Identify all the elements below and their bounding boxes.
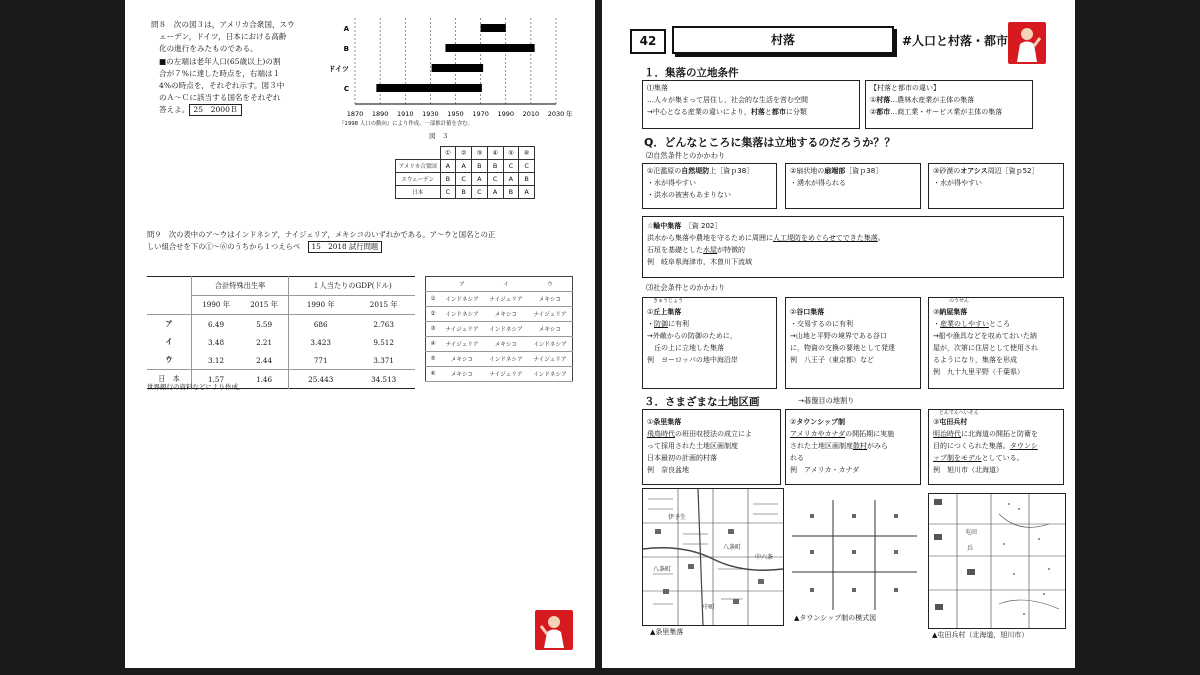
tick-label: 1950 xyxy=(447,110,464,118)
q8-line: のＡ～Ｃに該当する国名をそれぞれ xyxy=(159,93,281,103)
choice-head: ① xyxy=(440,147,456,160)
tonden-ruby: とんでんへいそん xyxy=(939,410,979,416)
option-row: ② インドネシア メキシコ ナイジェリア xyxy=(426,307,573,322)
tonden-box xyxy=(928,409,1064,485)
choice-row: アメリカ合衆国 A A B B C C xyxy=(396,160,535,173)
choice-head: ⑥ xyxy=(519,147,535,160)
fan-title: ②扇状地の扇端部［資ｐ38］ xyxy=(790,167,883,175)
q8-line: 4%の時点を，それぞれ示す。図３中 xyxy=(159,81,285,91)
barn-title: ③納屋集落 xyxy=(933,308,968,316)
choice-head: ⑤ xyxy=(503,147,519,160)
township-l1: アメリカやカナダの開拓期に実施 xyxy=(790,430,895,438)
data-table xyxy=(147,276,415,389)
section-1-heading: １．集落の立地条件 xyxy=(644,67,739,79)
barn-l2: →船や漁具などを収めておいた納 xyxy=(933,332,1037,340)
fan-box xyxy=(785,163,921,209)
village-city-title: 【村落と都市の違い】 xyxy=(870,84,940,92)
oasis-l1: ・水が得やすい xyxy=(933,179,982,187)
valley-title: ②谷口集落 xyxy=(790,308,825,316)
jori-caption: ▲条里集落 xyxy=(650,628,684,636)
hill-l1: ・防御に有利 xyxy=(647,320,689,328)
choice-row: スウェーデン B C A C A B xyxy=(396,173,535,186)
map-label: 中六条 xyxy=(755,554,774,561)
map-label: 八条町 xyxy=(653,566,672,573)
valley-l2: →山地と平野の境界である谷口 xyxy=(790,332,887,340)
table-row: ウ 3.12 2.44 771 3.371 xyxy=(147,351,415,370)
jori-box xyxy=(642,409,781,485)
bar xyxy=(376,84,482,92)
choice-head: ② xyxy=(456,147,472,160)
oasis-title: ③砂漠のオアシス周辺［資ｐ52］ xyxy=(933,167,1039,175)
wajuu-l2: 石垣を基礎とした水屋が特徴的 xyxy=(647,246,745,254)
map-label: 伊予生 xyxy=(668,514,687,521)
topic-tag: #人口と村落・都市 xyxy=(902,34,1009,48)
table-row: イ 3.48 2.21 3.423 9.512 xyxy=(147,333,415,351)
jori-l3: 日本最初の計画的村落 xyxy=(647,454,717,462)
option-table xyxy=(425,276,573,382)
page-title: 村落 xyxy=(672,26,894,54)
tick-label: 1970 xyxy=(472,110,489,118)
tick-label: 1870 xyxy=(346,110,364,118)
option-row: ⑤ メキシコ インドネシア ナイジェリア xyxy=(426,352,573,367)
option-row: ⑥ メキシコ ナイジェリア インドネシア xyxy=(426,367,573,382)
hill-ruby: きゅうじょう xyxy=(653,298,684,304)
wajuu-title: ☆輪中集落 ［資 202］ xyxy=(647,222,722,230)
map-label: 八条町 xyxy=(723,544,742,551)
q8-line: ■の左端は老年人口(65歳以上)の割 xyxy=(159,56,281,66)
q9-text xyxy=(147,229,587,253)
q8-line: ェーデン，ドイツ，日本における高齢 xyxy=(159,32,287,42)
natural-heading: ⑵自然条件とのかかわり xyxy=(646,151,726,160)
q9-line2: しい組合せを下の①～⑥のうちから１つえらべ xyxy=(147,242,301,252)
opt-head: ア xyxy=(440,277,484,292)
brand-logo xyxy=(1008,22,1046,64)
village-city-box xyxy=(865,80,1033,129)
barn-l4: るようになり，集落を形成 xyxy=(933,356,1017,364)
wajuu-example: 例 岐阜県海津市，木曽川下流域 xyxy=(647,258,752,266)
oasis-box xyxy=(928,163,1064,209)
levee-title: ①氾濫原の自然堤防上［資ｐ38］ xyxy=(647,167,754,175)
village-line: ①村落…農林水産業が主体の集落 xyxy=(870,96,975,104)
q8-line: 問８ 次の図３は，アメリカ合衆国，スウ xyxy=(151,20,295,29)
levee-l1: ・水が得やすい xyxy=(647,179,696,187)
valley-l1: ・交易するのに有利 xyxy=(790,320,853,328)
q8-text xyxy=(151,19,309,117)
tick-label: 1930 xyxy=(422,110,439,118)
tonden-caption: ▲屯田兵村（北海道，旭川市） xyxy=(932,631,1029,639)
tonden-l3: ップ制をモデルとしている。 xyxy=(933,454,1024,462)
table-row: 日 本 1.57 1.46 25.443 34.513 xyxy=(147,370,415,389)
q8-answer: 25 2000Ｂ xyxy=(189,104,241,116)
option-row: ④ ナイジェリア メキシコ インドネシア xyxy=(426,337,573,352)
hill-l2: →外敵からの防御のために， xyxy=(647,332,737,340)
opt-head: イ xyxy=(484,277,528,292)
bar xyxy=(432,64,484,72)
map-label: 中町 xyxy=(703,604,716,611)
township-box xyxy=(785,409,921,485)
category-label: A xyxy=(343,25,349,33)
settlement-box-title: ⑴集落 xyxy=(647,84,668,92)
fan-l1: ・湧水が得られる xyxy=(790,179,846,187)
settlement-box xyxy=(642,80,860,129)
category-label: ドイツ xyxy=(328,65,349,73)
q8-line: 化の進行をみたものである。 xyxy=(159,44,258,54)
settlement-def: …人々が集まって居住し，社会的な生活を営む空間 xyxy=(647,96,808,104)
main-question: Q．どんなところに集落は立地するのだろうか？？ xyxy=(644,136,896,149)
aging-chart xyxy=(320,14,575,129)
settlement-class: →中心となる産業の違いにより，村落と都市に分類 xyxy=(647,108,807,116)
teacher-figure-icon xyxy=(1008,22,1046,64)
brand-logo xyxy=(535,610,573,650)
hill-example: 例 ヨーロッパの地中海沿岸 xyxy=(647,356,738,364)
choice-head: ④ xyxy=(487,147,503,160)
levee-box xyxy=(642,163,777,209)
option-row: ③ ナイジェリア インドネシア メキシコ xyxy=(426,322,573,337)
grid-note: →碁盤目の地割り xyxy=(798,396,855,405)
q9-line2-wrap xyxy=(147,241,587,253)
q8-line: 合が７%に達した時点を，右端は１ xyxy=(159,68,281,78)
township-diagram xyxy=(792,500,917,610)
tick-label: 1990 xyxy=(497,110,515,118)
q9-line1: 問９ 次の表中のア～ウはインドネシア，ナイジェリア，メキシコのいずれかである。ア～ウと国名との正 xyxy=(147,230,496,239)
left-page xyxy=(125,0,595,668)
city-line: ②都市…商工業・サービス業が主体の集落 xyxy=(870,108,1003,116)
chart-caption: 図 ３ xyxy=(429,132,449,140)
jori-example: 例 奈良盆地 xyxy=(647,466,689,474)
bar xyxy=(481,24,506,32)
tonden-example: 例 旭川市（北海道） xyxy=(933,466,1003,474)
q8-last: 答えよ。 xyxy=(159,105,190,115)
map-label: 屯田 xyxy=(965,529,978,536)
barn-example: 例 九十九里平野（千葉県） xyxy=(933,368,1024,376)
bar xyxy=(445,44,534,52)
jori-map xyxy=(642,488,784,626)
jori-title: ①条里集落 xyxy=(647,418,682,426)
tonden-title: ③屯田兵村 xyxy=(933,418,968,426)
tonden-map xyxy=(928,493,1066,629)
hill-box xyxy=(642,297,777,389)
category-label: B xyxy=(343,45,349,53)
tick-label: 2010 xyxy=(522,110,540,118)
dt-head1: １人当たりのGDP(ドル) xyxy=(289,277,415,296)
dt-head2: 1990 年 xyxy=(306,300,335,309)
dt-head2: 2015 年 xyxy=(369,300,398,309)
township-example: 例 アメリカ・カナダ xyxy=(790,466,860,474)
hill-title: ①丘上集落 xyxy=(647,308,682,316)
dt-head2: 1990 年 xyxy=(202,300,230,309)
axis-unit: 年 xyxy=(566,110,573,118)
barn-l1: ・産業のしやすいところ xyxy=(933,320,1010,328)
jori-l1: 飛鳥時代の班田収授法の成立によ xyxy=(647,430,752,438)
option-row: ① インドネシア ナイジェリア メキシコ xyxy=(426,292,573,307)
valley-example: 例 八王子（東京都）など xyxy=(790,356,874,364)
choice-row: 日本 C B C A B A xyxy=(396,186,535,199)
valley-box xyxy=(785,297,921,389)
barn-box xyxy=(928,297,1064,389)
data-source: 世界銀行の資料などにより作成。 xyxy=(147,383,245,391)
tick-label: 1890 xyxy=(371,110,389,118)
choice-head: ③ xyxy=(472,147,488,160)
social-heading: ⑶社会条件とのかかわり xyxy=(646,283,726,292)
township-title: ②タウンシップ制 xyxy=(790,418,845,426)
township-l2: された土地区画制度散村がみら xyxy=(790,442,888,450)
barn-ruby: のうせん xyxy=(949,298,970,304)
township-caption: ▲タウンシップ制の模式図 xyxy=(794,614,877,622)
tonden-l1: 明治時代に北海道の開拓と防衛を xyxy=(933,430,1038,438)
right-page xyxy=(602,0,1075,668)
barn-l3: 屋が，次第に住居として使用され xyxy=(933,344,1038,352)
jori-l2: って採用された土地区画制度 xyxy=(647,442,738,450)
category-label: C xyxy=(343,85,349,93)
chart-source: 『1998 人口の動向』により作成。一部推計値を含む。 xyxy=(339,121,474,127)
valley-l3: に，物資の交換の要地として発達 xyxy=(790,344,895,352)
dt-head1: 合計特殊出生率 xyxy=(192,277,289,296)
tonden-l2: 目的につくられた集落。タウンシ xyxy=(933,442,1038,450)
dt-head2: 2015 年 xyxy=(240,296,289,315)
opt-head: ウ xyxy=(528,277,573,292)
wajuu-box xyxy=(642,216,1064,278)
teacher-figure-icon xyxy=(535,610,573,650)
township-l3: れる xyxy=(790,454,804,462)
map-label: 兵 xyxy=(967,545,974,552)
wajuu-l1: 洪水から集落や農地を守るために周囲に人工堤防をめぐらせてできた集落。 xyxy=(647,234,885,242)
q9-answer: 15 2018 試行問題 xyxy=(308,241,383,253)
hill-l3: 丘の上に立地した集落 xyxy=(654,344,724,352)
tick-label: 2030 xyxy=(547,110,565,118)
tick-label: 1910 xyxy=(396,110,414,118)
levee-l2: ・洪水の被害もあまりない xyxy=(647,191,731,199)
table-row: ア 6.49 5.59 686 2.763 xyxy=(147,315,415,334)
choice-table xyxy=(395,146,535,199)
q8-last-line xyxy=(151,104,309,116)
section-3-heading: ３．さまざまな土地区画 xyxy=(644,396,760,408)
lesson-number: 42 xyxy=(630,29,666,54)
